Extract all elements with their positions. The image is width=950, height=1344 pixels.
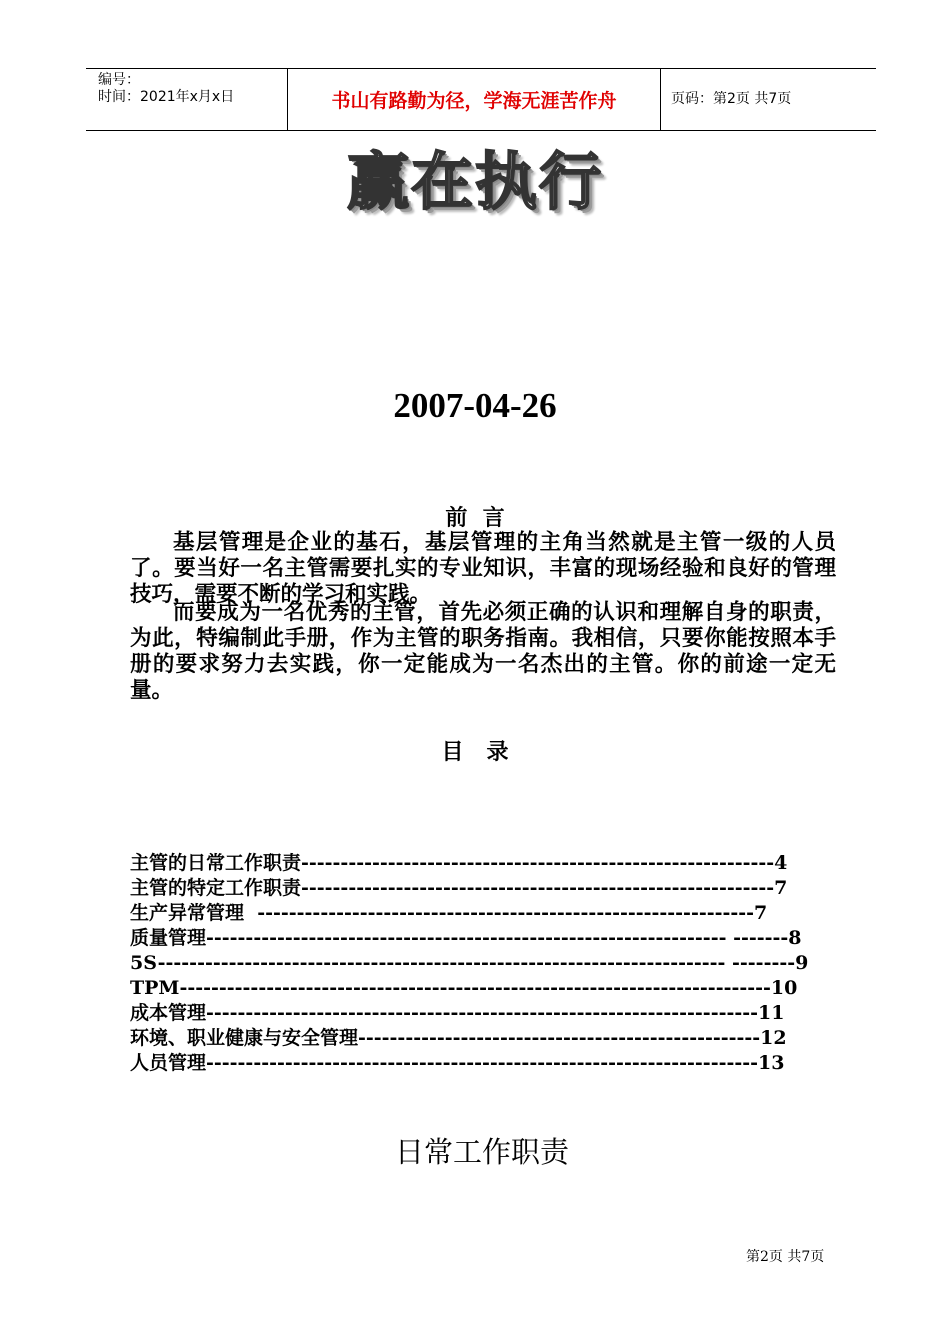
toc-entry[interactable] bbox=[130, 1051, 830, 1076]
table-of-contents bbox=[130, 851, 830, 1076]
preface-heading: 前 言 bbox=[445, 505, 505, 531]
document-date: 2007-04-26 bbox=[393, 386, 557, 425]
toc-entry[interactable] bbox=[130, 926, 830, 951]
toc-entry-text: 主管的日常工作职责------------------------------------------------------------4 bbox=[130, 852, 788, 874]
toc-entry[interactable] bbox=[130, 851, 830, 876]
toc-entry[interactable] bbox=[130, 876, 830, 901]
toc-entry[interactable] bbox=[130, 951, 830, 976]
toc-entry[interactable] bbox=[130, 976, 830, 1001]
toc-entry-text: 生产异常管理 ---------------------------------------------------------------7 bbox=[130, 902, 768, 924]
toc-entry-text: TPM---------------------------------------------------------------------------10 bbox=[130, 977, 798, 999]
header-page-cell bbox=[661, 69, 876, 130]
toc-entry-text: 主管的特定工作职责------------------------------------------------------------7 bbox=[130, 877, 788, 899]
toc-entry-text: 环境、职业健康与安全管理---------------------------------------------------12 bbox=[130, 1027, 787, 1049]
document-header-table bbox=[86, 68, 876, 131]
header-meta-cell bbox=[86, 69, 288, 130]
section-title: 日常工作职责 bbox=[394, 1135, 569, 1169]
toc-entry[interactable] bbox=[130, 1026, 830, 1051]
motto-text: 书山有路勤为径，学海无涯苦作舟 bbox=[331, 90, 617, 112]
toc-entry[interactable] bbox=[130, 901, 830, 926]
document-title: 赢在执行 bbox=[346, 145, 603, 218]
toc-entry-text: 质量管理------------------------------------------------------------------ -------8 bbox=[130, 927, 802, 949]
serial-label: 编号： bbox=[98, 72, 140, 88]
toc-entry-text: 5S------------------------------------------------------------------------ --------9 bbox=[130, 952, 809, 974]
toc-entry-text: 成本管理----------------------------------------------------------------------11 bbox=[130, 1002, 785, 1024]
header-motto-cell bbox=[288, 69, 661, 130]
toc-entry[interactable] bbox=[130, 1001, 830, 1026]
page-footer: 第2页 共7页 bbox=[746, 1249, 825, 1265]
preface-paragraph-1: 基层管理是企业的基石，基层管理的主角当然就是主管一级的人员了。要当好一名主管需要扎实的专业知识，丰富的现场经验和良好的管理技巧，需要不断的学习和实践。 bbox=[130, 530, 836, 607]
time-label: 时间：2021年x月x日 bbox=[98, 89, 235, 105]
preface-paragraph-2: 而要成为一名优秀的主管，首先必须正确的认识和理解自身的职责，为此，特编制此手册，作为主管的职务指南。我相信，只要你能按照本手册的要求努力去实践，你一定能成为一名杰出的主管。你的前途一定无量。 bbox=[130, 600, 836, 703]
toc-heading: 目 录 bbox=[441, 739, 509, 765]
page-number-label: 页码：第2页 共7页 bbox=[671, 91, 792, 107]
toc-entry-text: 人员管理----------------------------------------------------------------------13 bbox=[130, 1052, 785, 1074]
